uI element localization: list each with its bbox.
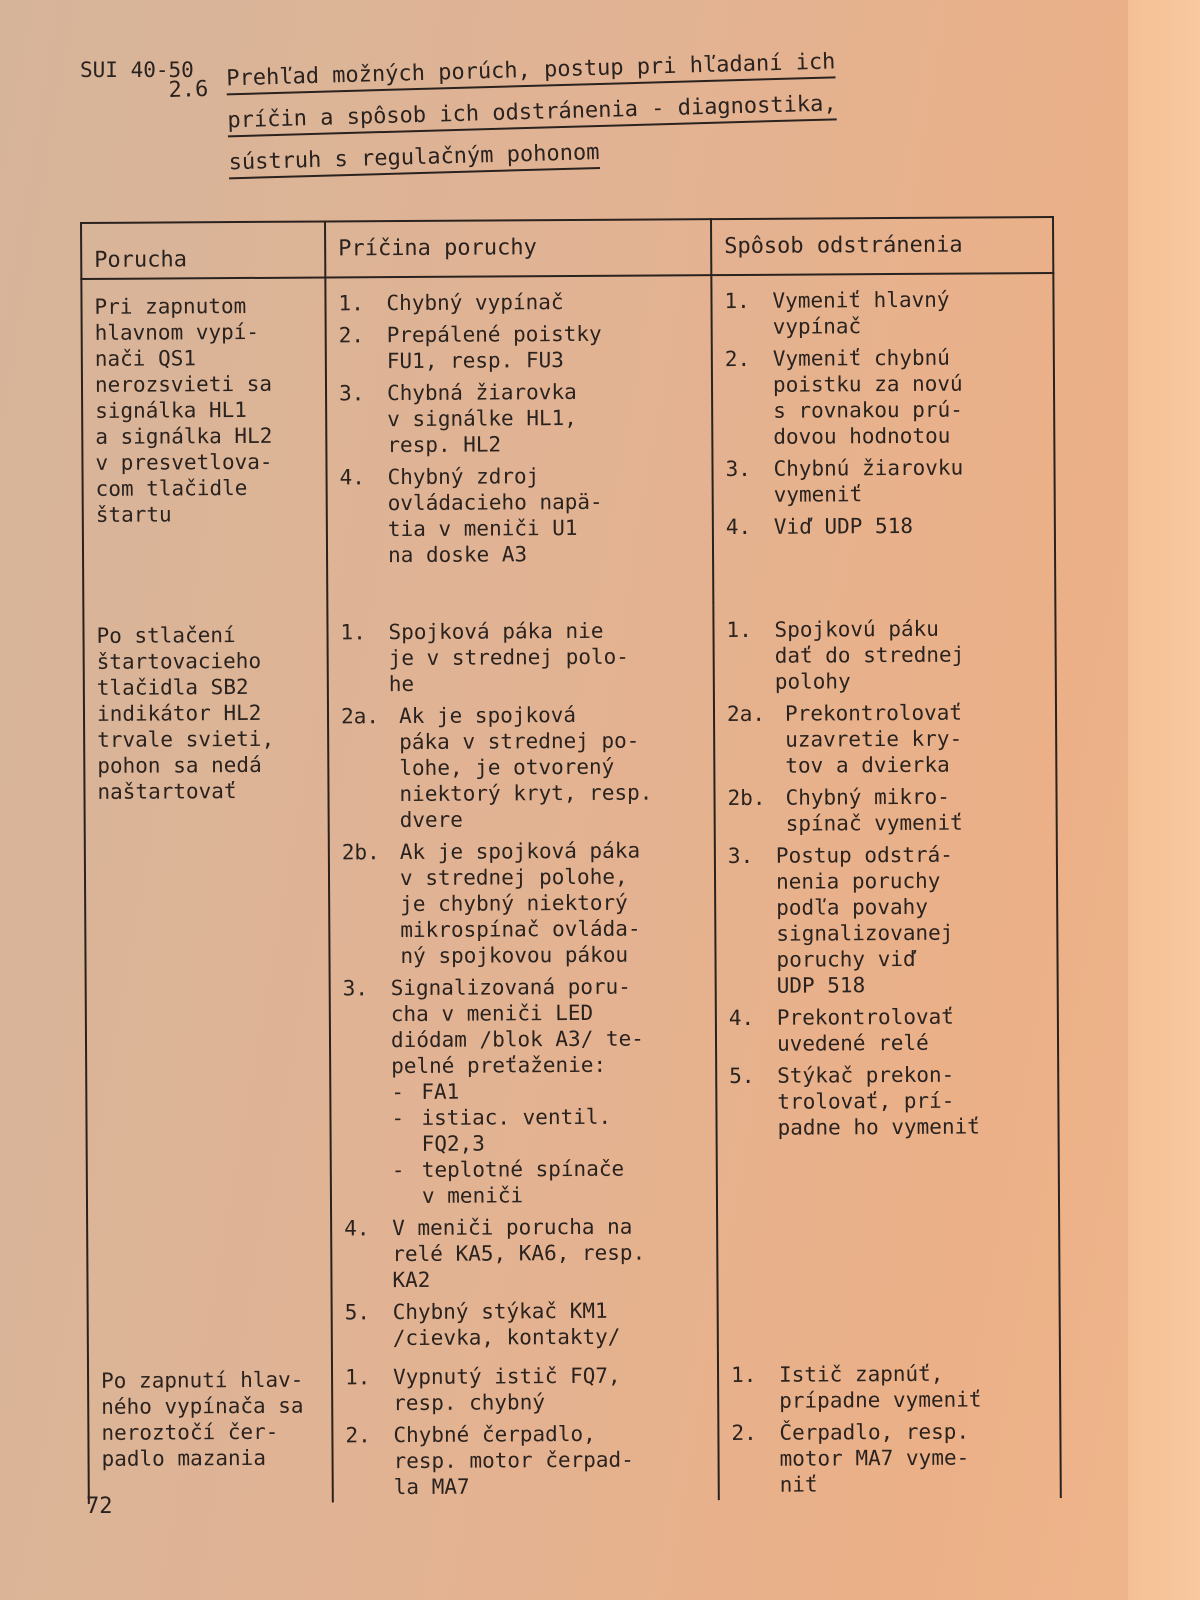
remedy-cell: [713, 603, 1060, 1350]
remedy-number: 3.: [725, 456, 751, 482]
table-row: [81, 273, 1055, 609]
remedy-text: Chybný mikro- spínač vymeniť: [785, 784, 963, 836]
fault-cell: [81, 278, 327, 610]
subitem-dash: -: [391, 1158, 405, 1183]
cause-body: [387, 462, 702, 568]
remedy-text: Postup odstrá- nenia poruchy podľa povahy signalizovanej poruchy viď UDP 518: [775, 842, 954, 999]
cause-item: [338, 288, 700, 316]
remedy-body: [776, 841, 1047, 999]
remedy-body: [785, 699, 1045, 779]
cause-body: [400, 837, 705, 969]
cause-number: 5.: [344, 1300, 371, 1325]
cause-item: [339, 378, 701, 458]
remedy-item: [724, 286, 1042, 340]
cause-number: 1.: [338, 291, 364, 316]
remedy-item: [729, 1003, 1047, 1057]
section-title-line-1: Prehľad možných porúch, postup pri hľadaní ich: [226, 49, 836, 95]
cause-item: [341, 701, 704, 833]
cause-subitem-text: istiac. ventil. FQ2,3: [421, 1105, 612, 1157]
remedy-body: [772, 286, 1042, 340]
remedy-body: [774, 615, 1044, 695]
cause-body: [393, 1420, 707, 1500]
fault-text: Po zapnutí hlav- ného vypínača sa neroztočí čer- padlo mazania: [101, 1367, 304, 1471]
cause-text: Ak je spojková páka v strednej polohe, je chybný niektorý mikrospínač ovláda- ný spojkovou pákou: [399, 838, 641, 969]
remedy-item: [731, 1418, 1049, 1498]
header-fault: Porucha: [81, 222, 325, 279]
cause-text: Chybná žiarovka v signálke HL1, resp. HL2: [386, 379, 577, 458]
cause-number: 2b.: [341, 840, 380, 865]
cause-subitem-text: FA1: [421, 1079, 460, 1105]
cause-number: 1.: [340, 620, 366, 645]
header-remedy: Spôsob odstránenia: [711, 217, 1053, 275]
cause-body: [387, 320, 701, 374]
cause-text: V meniči porucha na relé KA5, KA6, resp. KA2: [392, 1214, 646, 1293]
cause-number: 4.: [339, 465, 365, 490]
remedy-item: [728, 841, 1047, 999]
fault-text: Pri zapnutom hlavnom vypí- nači QS1 nerozsvieti sa signálka HL1 a signálka HL2 v presvetlova- com tlačidle štartu: [94, 293, 273, 527]
remedy-number: 1.: [726, 618, 752, 643]
remedy-body: [773, 344, 1044, 450]
cause-body: [386, 288, 700, 316]
remedy-body: [785, 783, 1045, 837]
cause-text: Vypnutý istič FQ7, resp. chybný: [392, 1363, 621, 1415]
subitem-dash: -: [391, 1080, 405, 1105]
cause-number: 4.: [344, 1216, 370, 1241]
remedy-text: Prekontrolovať uzavretie kry- tov a dvierka: [784, 700, 963, 778]
cause-subitem-text: teplotné spínače v meniči: [421, 1156, 625, 1209]
cause-body: [387, 378, 701, 458]
subitem-dash: -: [391, 1106, 405, 1131]
section-number: 2.6: [168, 76, 209, 103]
remedy-text: Stýkač prekon- trolovať, prí- padne ho vymeniť: [777, 1062, 980, 1141]
section-title-line-3: sústruh s regulačným pohonom: [228, 140, 600, 179]
cause-text: Prepálené poistky FU1, resp. FU3: [386, 321, 602, 374]
remedy-item: [726, 512, 1044, 540]
remedy-number: 1.: [730, 1362, 757, 1387]
remedy-item: [726, 615, 1044, 695]
remedy-item: [725, 454, 1043, 508]
cause-number: 2.: [345, 1423, 371, 1448]
remedy-number: 5.: [729, 1064, 755, 1089]
cause-text: Signalizovaná poru- cha v meniči LED diódam /blok A3/ te- pelné preťaženie:: [390, 974, 644, 1079]
table-row: [83, 603, 1060, 1354]
remedy-number: 2.: [731, 1420, 757, 1445]
cause-item: [339, 462, 702, 568]
remedy-number: 2a.: [726, 702, 766, 727]
cause-number: 1.: [344, 1365, 371, 1390]
cause-text: Chybný vypínač: [386, 290, 564, 316]
section-title-line-2: príčin a spôsob ich odstránenia - diagnostika,: [227, 91, 837, 137]
remedy-text: Vymeniť chybnú poistku za novú s rovnakou prú- dovou hodnotou: [772, 345, 963, 449]
remedy-item: [725, 344, 1044, 450]
cause-number: 2.: [338, 323, 365, 348]
cause-item: [339, 320, 701, 374]
cause-number: 3.: [342, 976, 369, 1001]
remedy-body: [779, 1418, 1049, 1498]
header-cause: Príčina poruchy: [325, 219, 711, 277]
cause-text: Chybný zdroj ovládacieho napä- tia v meniči U1 na doske A3: [387, 464, 603, 568]
fault-cell: [88, 1352, 333, 1504]
cause-item: [344, 1213, 706, 1293]
cause-number: 2a.: [340, 704, 380, 729]
remedy-number: 4.: [728, 1006, 755, 1031]
cause-subitem: [392, 1155, 706, 1209]
remedy-cell: [711, 273, 1055, 605]
fault-text: Po stlačení štartovacieho tlačidla SB2 indikátor HL2 trvale svieti, pohon sa nedá naštartovať: [96, 623, 275, 805]
cause-text: Spojková páka nie je v strednej polo- he: [388, 619, 629, 697]
remedy-text: Vymeniť hlavný vypínač: [772, 287, 950, 339]
remedy-text: Viď UDP 518: [773, 513, 914, 539]
remedy-number: 2.: [724, 346, 751, 372]
table-row: [88, 1348, 1061, 1504]
fault-cell: [83, 608, 332, 1354]
cause-text: Chybné čerpadlo, resp. motor čerpad- la MA7: [393, 1421, 634, 1499]
remedy-item: [731, 1360, 1049, 1414]
cause-item: [343, 973, 706, 1209]
cause-body: [388, 617, 702, 697]
page-number: 72: [86, 1494, 113, 1519]
cause-body: [393, 1362, 707, 1416]
cause-body: [391, 973, 706, 1209]
remedy-number: 4.: [725, 514, 752, 540]
remedy-text: Chybnú žiarovku vymeniť: [773, 455, 964, 507]
diagnostic-table: [80, 216, 1062, 1504]
cause-body: [399, 701, 704, 833]
cause-cell: [332, 1350, 719, 1502]
remedy-item: [727, 783, 1045, 837]
remedy-text: Prekontrolovať uvedené relé: [776, 1004, 954, 1057]
cause-cell: [327, 605, 718, 1352]
remedy-cell: [718, 1348, 1061, 1500]
cause-body: [392, 1213, 706, 1293]
remedy-text: Spojkovú páku dať do strednej polohy: [774, 617, 965, 695]
cause-text: Ak je spojková páka v strednej po- lohe, je otvorený niektorý kryt, resp. dvere: [398, 703, 653, 833]
cause-number: 3.: [338, 381, 365, 406]
remedy-number: 1.: [724, 288, 750, 314]
cause-item: [345, 1362, 707, 1416]
document-code: SUI 40-50: [80, 58, 194, 82]
remedy-body: [774, 512, 1044, 540]
cause-subitem: [391, 1103, 705, 1157]
remedy-text: Čerpadlo, resp. motor MA7 vyme- niť: [779, 1419, 970, 1497]
cause-cell: [325, 275, 713, 608]
remedy-number: 2b.: [727, 786, 766, 811]
remedy-body: [777, 1003, 1047, 1057]
cause-body: [393, 1297, 707, 1351]
cause-item: [345, 1420, 707, 1500]
remedy-body: [773, 454, 1043, 508]
remedy-text: Istič zapnúť, prípadne vymeniť: [778, 1361, 982, 1413]
page-edge: [1128, 0, 1200, 1600]
remedy-body: [779, 1360, 1049, 1414]
table-header-row: [81, 217, 1053, 279]
remedy-number: 3.: [727, 844, 754, 869]
cause-subitem: [391, 1077, 705, 1105]
cause-text: Chybný stýkač KM1 /cievka, kontakty/: [392, 1299, 621, 1351]
remedy-item: [729, 1061, 1047, 1141]
cause-item: [340, 617, 702, 697]
remedy-item: [727, 699, 1045, 779]
cause-item: [342, 837, 705, 969]
remedy-body: [777, 1061, 1047, 1141]
cause-item: [345, 1297, 707, 1351]
